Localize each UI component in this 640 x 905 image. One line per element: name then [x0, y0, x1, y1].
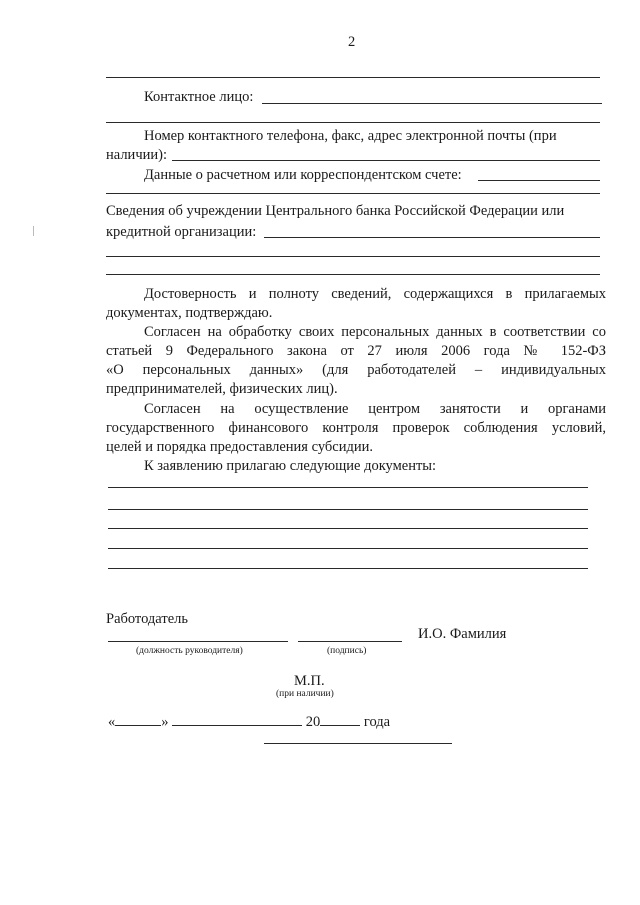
consent-personal-line: предпринимателей, физических лиц). — [106, 381, 338, 397]
date-year-prefix: 20 — [305, 714, 321, 730]
signature-caption: (подпись) — [327, 646, 367, 656]
attachment-field[interactable] — [108, 528, 588, 529]
position-field[interactable] — [108, 641, 288, 642]
contact-person-field[interactable] — [262, 103, 602, 104]
employer-label: Работодатель — [106, 611, 188, 627]
date-year-suffix: года — [363, 714, 391, 730]
attachment-field[interactable] — [108, 509, 588, 510]
reliability-line1: Достоверность и полноту сведений, содержащихся в прилагаемых — [144, 286, 606, 302]
scan-artifact — [33, 226, 34, 236]
phone-label-line2: наличии): — [106, 147, 167, 163]
bank-field[interactable] — [264, 237, 600, 238]
signature-field[interactable] — [298, 641, 402, 642]
attachment-field[interactable] — [108, 548, 588, 549]
consent-personal-line: «О персональных данных» (для работодателей – индивидуальных — [106, 362, 606, 378]
consent-control-line: государственного финансового контроля проверок соблюдения условий, — [106, 420, 606, 436]
position-caption: (должность руководителя) — [136, 646, 243, 656]
phone-field[interactable] — [172, 160, 600, 161]
stamp-caption: (при наличии) — [276, 689, 334, 699]
consent-control-line: Согласен на осуществление центром занятости и органами — [144, 401, 606, 417]
bank-field-extra[interactable] — [106, 274, 600, 275]
bank-label-line1: Сведения об учреждении Центрального банка Российской Федерации или — [106, 203, 565, 219]
contact-person-label: Контактное лицо: — [144, 89, 254, 105]
attachments-label: К заявлению прилагаю следующие документы: — [144, 458, 437, 474]
bank-label-line2: кредитной организации: — [106, 224, 257, 240]
blank-line — [106, 193, 600, 194]
attachment-field[interactable] — [108, 568, 588, 569]
name-placeholder: И.О. Фамилия — [418, 626, 507, 642]
date-close-quote: » — [161, 714, 169, 730]
date-month-field[interactable] — [172, 713, 302, 726]
blank-line — [106, 77, 600, 78]
consent-personal-line: статьей 9 Федерального закона от 27 июля 2006 года № 152-ФЗ — [106, 343, 606, 359]
date-open-quote: « — [108, 714, 116, 730]
consent-personal-line: Согласен на обработку своих персональных данных в соответствии со — [144, 324, 606, 340]
bank-field-extra[interactable] — [106, 256, 600, 257]
page-number: 2 — [348, 34, 356, 50]
date-year-field[interactable] — [320, 713, 360, 726]
attachment-field[interactable] — [108, 487, 588, 488]
account-field[interactable] — [478, 180, 600, 181]
consent-control-line: целей и порядка предоставления субсидии. — [106, 439, 373, 455]
account-label: Данные о расчетном или корреспондентском счете: — [144, 167, 462, 183]
date-line — [108, 713, 390, 732]
bottom-rule — [264, 743, 452, 744]
blank-line — [106, 122, 600, 123]
stamp-label: М.П. — [294, 673, 325, 689]
reliability-line2: документах, подтверждаю. — [106, 305, 273, 321]
date-day-field[interactable] — [115, 713, 161, 726]
phone-label-line1: Номер контактного телефона, факс, адрес электронной почты (при — [144, 128, 557, 144]
